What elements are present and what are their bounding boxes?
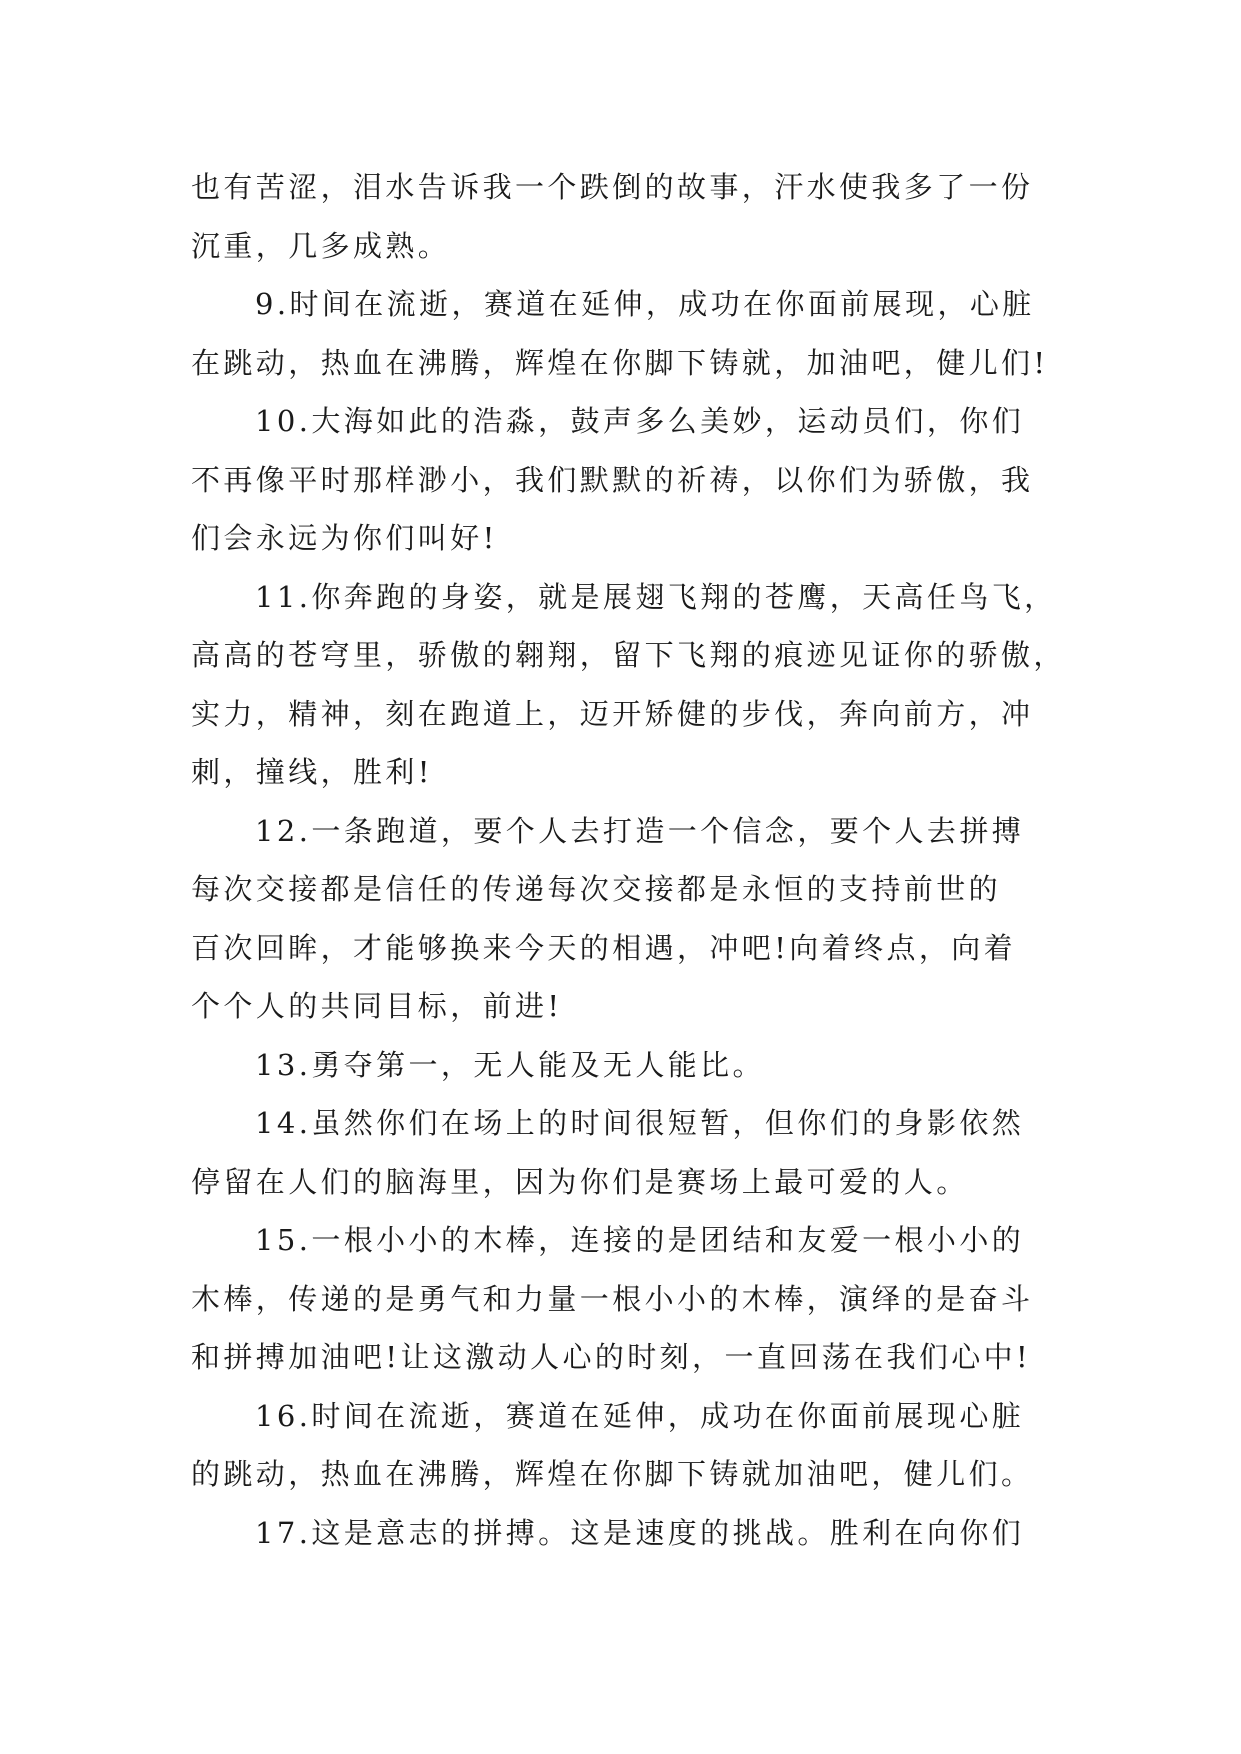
paragraph xyxy=(191,1504,1061,1563)
text-line: 15.一根小小的木棒，连接的是团结和友爱一根小小的 xyxy=(255,1223,1025,1257)
text-line: 的跳动，热血在沸腾，辉煌在你脚下铸就加油吧，健儿们。 xyxy=(191,1457,1034,1491)
paragraph xyxy=(191,1036,1061,1095)
text-line: 和拼搏加油吧!让这激动人心的时刻，一直回荡在我们心中! xyxy=(191,1340,1032,1374)
text-line: 16.时间在流逝，赛道在延伸，成功在你面前展现心脏 xyxy=(255,1398,1025,1433)
document-body xyxy=(191,158,1066,1562)
text-line: 17.这是意志的拼搏。这是速度的挑战。胜利在向你们 xyxy=(255,1515,1025,1550)
paragraph xyxy=(191,1387,1061,1504)
text-line: 高高的苍穹里，骄傲的翱翔，留下飞翔的痕迹见证你的骄傲， xyxy=(191,638,1066,672)
paragraph xyxy=(191,568,1066,802)
text-line: 木棒，传递的是勇气和力量一根小小的木棒，演绎的是奋斗 xyxy=(191,1281,1034,1316)
text-line: 个个人的共同目标，前进! xyxy=(191,989,563,1023)
paragraph xyxy=(191,158,1061,275)
text-line: 们会永远为你们叫好! xyxy=(191,521,498,555)
paragraph xyxy=(191,392,1061,568)
text-line: 不再像平时那样渺小，我们默默的祈祷，以你们为骄傲，我 xyxy=(191,462,1034,497)
text-line: 14.虽然你们在场上的时间很短暂，但你们的身影依然 xyxy=(255,1106,1025,1140)
text-line: 停留在人们的脑海里，因为你们是赛场上最可爱的人。 xyxy=(191,1164,969,1199)
text-line: 沉重，几多成熟。 xyxy=(191,228,451,263)
text-line: 13.勇夺第一，无人能及无人能比。 xyxy=(255,1047,765,1082)
text-line: 在跳动，热血在沸腾，辉煌在你脚下铸就，加油吧，健儿们! xyxy=(191,345,1049,380)
text-line: 百次回眸，才能够换来今天的相遇，冲吧!向着终点，向着 xyxy=(191,930,1017,965)
text-line: 实力，精神，刻在跑道上，迈开矫健的步伐，奔向前方，冲 xyxy=(191,696,1034,731)
paragraph xyxy=(191,275,1061,392)
text-line: 10.大海如此的浩淼，鼓声多么美妙，运动员们，你们 xyxy=(255,404,1025,438)
text-line: 12.一条跑道，要个人去打造一个信念，要个人去拼搏 xyxy=(255,813,1025,848)
paragraph xyxy=(191,1094,1061,1211)
text-line: 刺，撞线，胜利! xyxy=(191,755,433,789)
paragraph xyxy=(191,802,1061,1036)
paragraph xyxy=(191,1211,1061,1387)
text-line: 每次交接都是信任的传递每次交接都是永恒的支持前世的 xyxy=(191,872,1002,906)
text-line: 9.时间在流逝，赛道在延伸，成功在你面前展现，心脏 xyxy=(255,287,1035,321)
text-line: 11.你奔跑的身姿，就是展翅飞翔的苍鹰，天高任鸟飞， xyxy=(255,579,1057,614)
text-line: 也有苦涩，泪水告诉我一个跌倒的故事，汗水使我多了一份 xyxy=(191,170,1034,204)
